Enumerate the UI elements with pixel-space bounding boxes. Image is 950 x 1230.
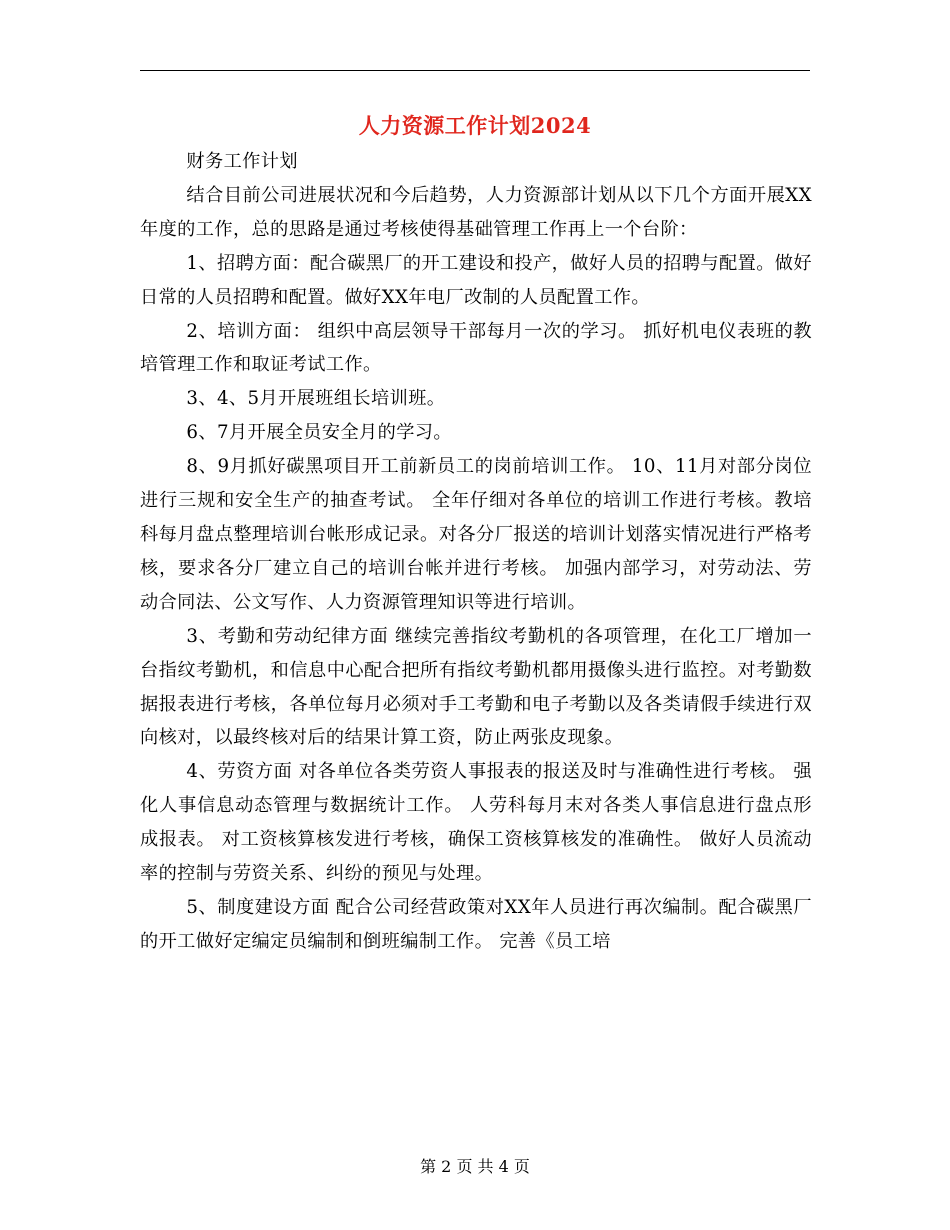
page-number: 第 2 页 共 4 页 [420, 1157, 530, 1176]
paragraph-labor-wages: 4、劳资方面 对各单位各类劳资人事报表的报送及时与准确性进行考核。 强化人事信息动态管理与数据统计工作。 人劳科每月末对各类人事信息进行盘点形成报表。 对工资核算核发进行考核，确保工资核算核发的准确性。 做好人员流动率的控制与劳资关系、纠纷的预见与处理。 [140, 761, 812, 885]
paragraph-subtitle: 财务工作计划 [186, 151, 298, 172]
document-title: 人力资源工作计划2024 [358, 113, 592, 138]
paragraph-new-staff-training: 8、9月抓好碳黑项目开工前新员工的岗前培训工作。 10、11月对部分岗位进行三规和安全生产的抽查考试。 全年仔细对各单位的培训工作进行考核。教培科每月盘点整理培训台帐形成记录。对各分厂报送的培训计划落实情况进行严格考核，要求各分厂建立自己的培训台帐并进行考核。 加强内部学习，对劳动法、劳动合同法、公文写作、人力资源管理知识等进行培训。 [140, 456, 812, 613]
paragraph-team-leader-training: 3、4、5月开展班组长培训班。 [186, 388, 446, 410]
paragraph-training: 2、培训方面： 组织中高层领导干部每月一次的学习。 抓好机电仪表班的教培管理工作和取证考试工作。 [140, 320, 812, 376]
header-rule [140, 70, 810, 71]
paragraph-safety-month: 6、7月开展全员安全月的学习。 [186, 422, 452, 444]
paragraph-system-building: 5、制度建设方面 配合公司经营政策对XX年人员进行再次编制。配合碳黑厂的开工做好定编定员编制和倒班编制工作。 完善《员工培 [140, 896, 812, 952]
document-body [140, 145, 812, 959]
paragraph-intro: 结合目前公司进展状况和今后趋势，人力资源部计划从以下几个方面开展XX年度的工作，总的思路是通过考核使得基础管理工作再上一个台阶： [140, 184, 812, 240]
paragraph-attendance: 3、考勤和劳动纪律方面 继续完善指纹考勤机的各项管理，在化工厂增加一台指纹考勤机，和信息中心配合把所有指纹考勤机都用摄像头进行监控。对考勤数据报表进行考核，各单位每月必须对手工考勤和电子考勤以及各类请假手续进行双向核对，以最终核对后的结果计算工资，防止两张皮现象。 [140, 625, 812, 749]
paragraph-recruitment: 1、招聘方面：配合碳黑厂的开工建设和投产，做好人员的招聘与配置。做好日常的人员招聘和配置。做好XX年电厂改制的人员配置工作。 [140, 252, 812, 308]
